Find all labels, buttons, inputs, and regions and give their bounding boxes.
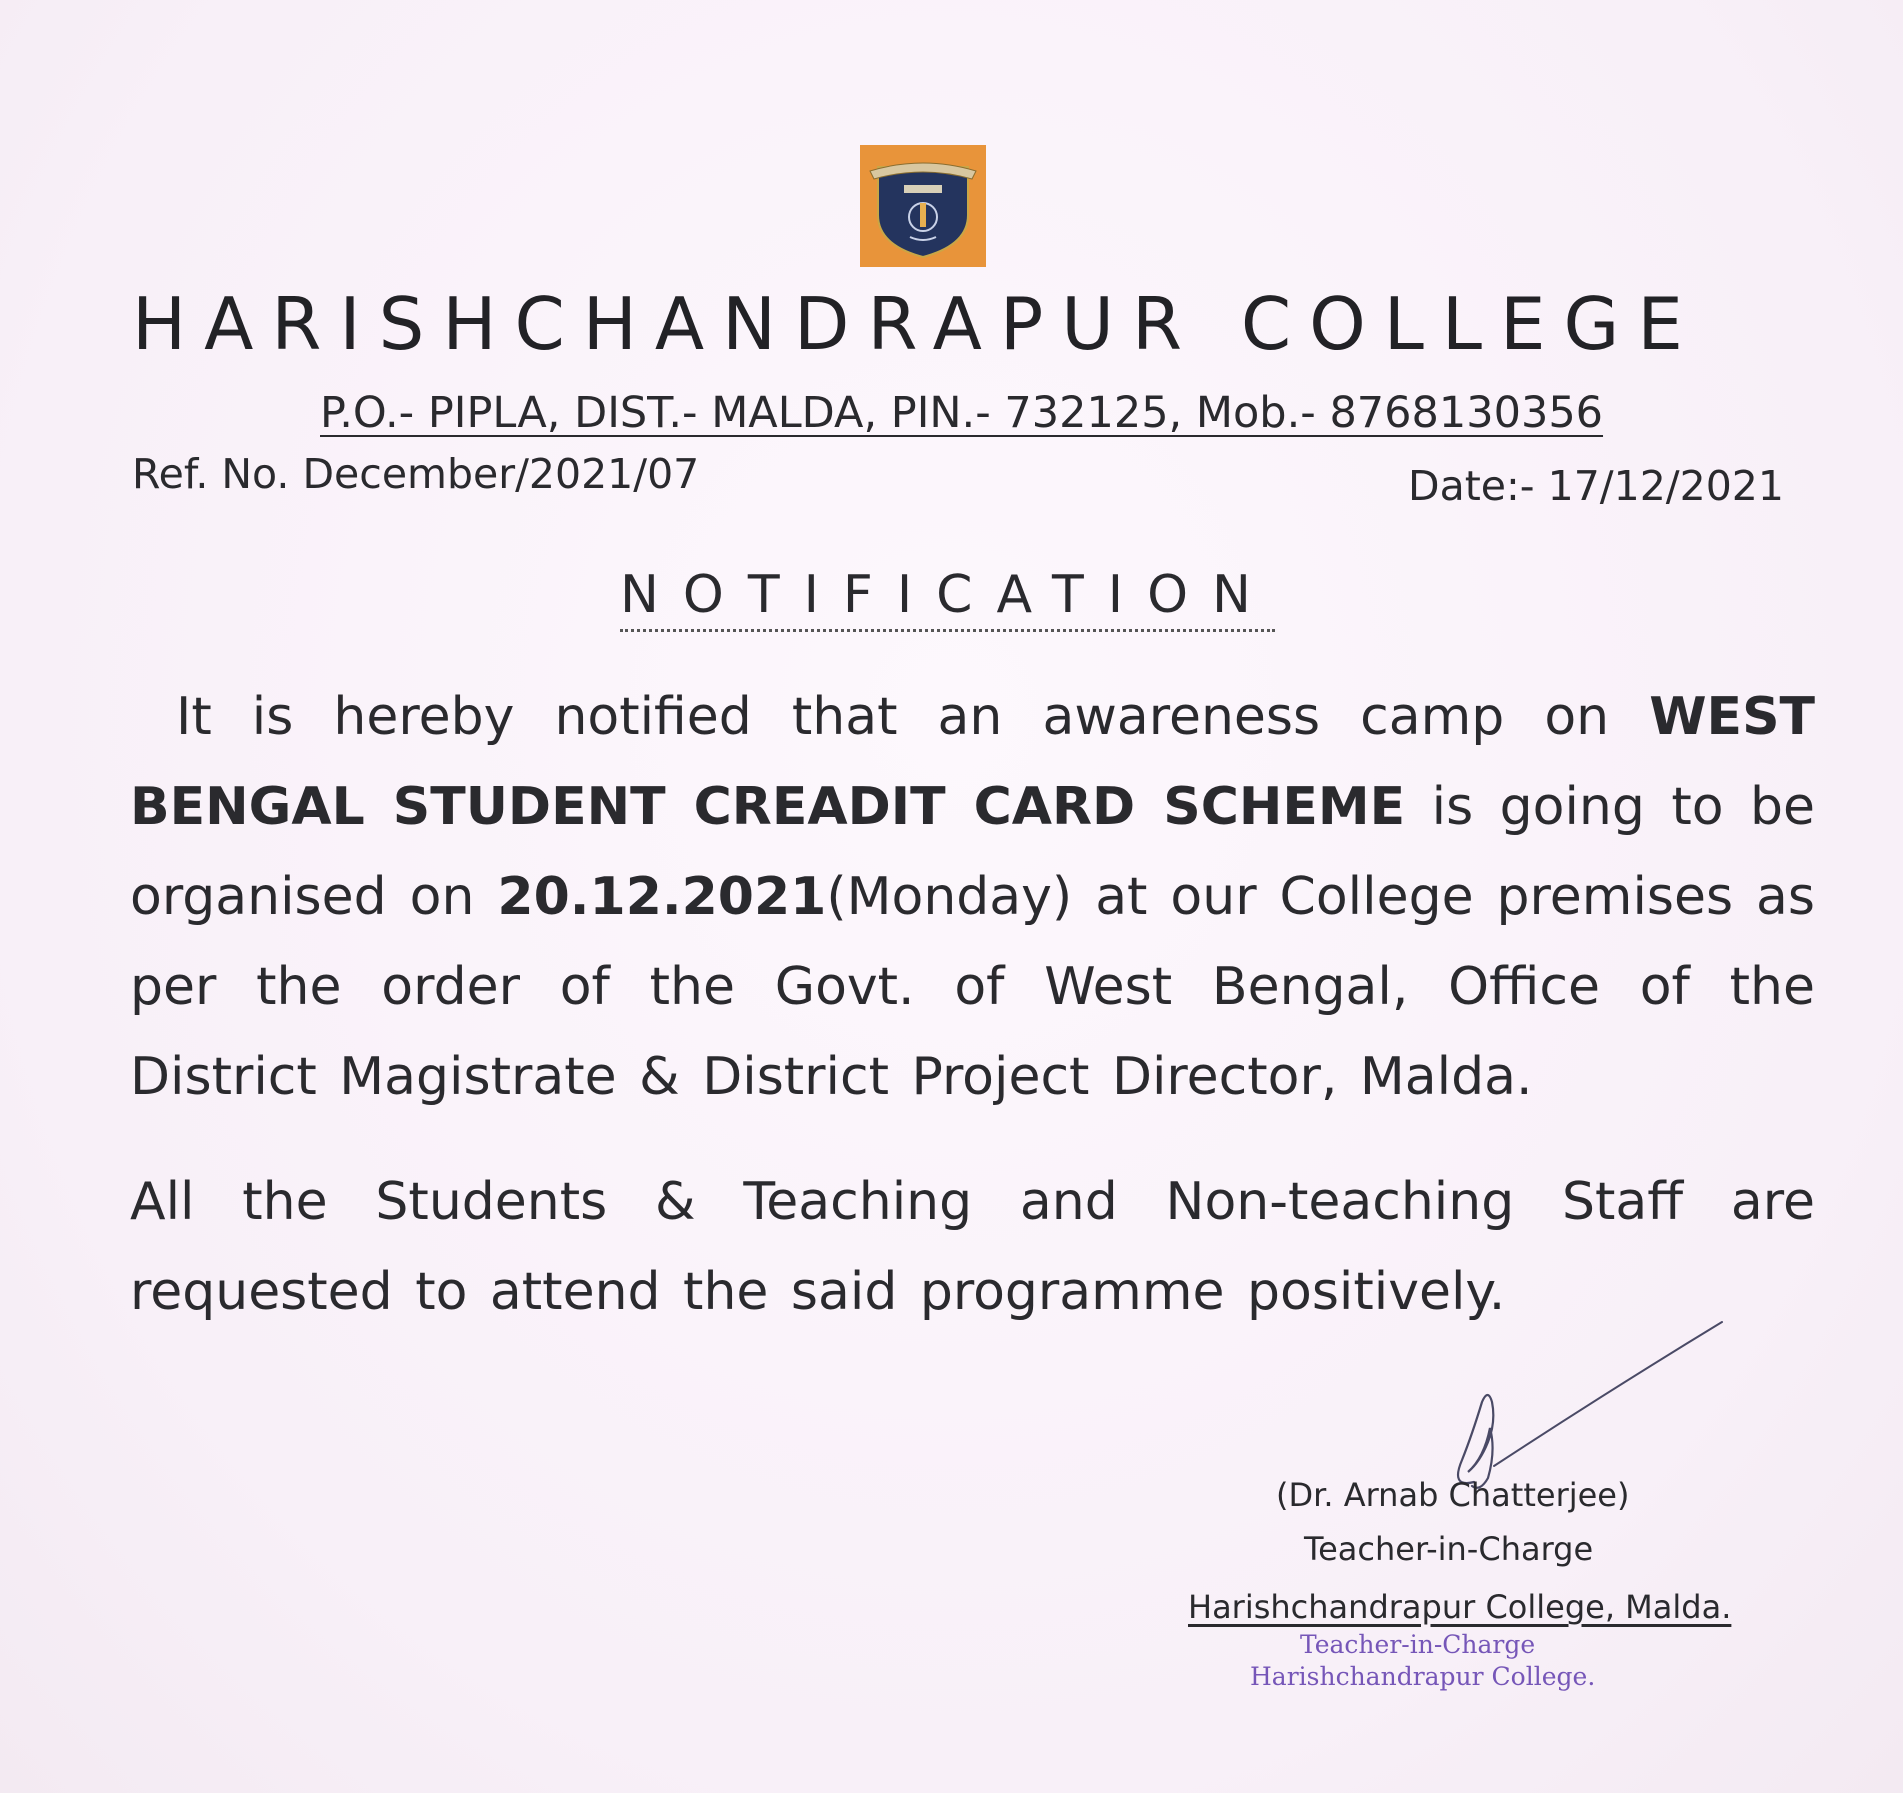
p1-text-1: It is hereby notified that an awareness camp on: [176, 687, 1650, 747]
college-emblem-icon: [860, 145, 986, 267]
notice-paragraph-1: [130, 672, 1815, 1122]
signatory-name: (Dr. Arnab Chatterjee): [1276, 1476, 1630, 1514]
p1-text-2: is going to be organised on: [130, 777, 1815, 927]
signatory-role: Teacher-in-Charge: [1304, 1530, 1594, 1568]
p1-event-date: 20.12.2021: [497, 867, 827, 927]
p1-scheme-name: WEST BENGAL STUDENT CREADIT CARD SCHEME: [130, 687, 1815, 837]
notice-date: Date:- 17/12/2021: [1408, 462, 1784, 510]
signatory-institution: Harishchandrapur College, Malda.: [1188, 1588, 1732, 1626]
stamp-line-1: Teacher-in-Charge: [1300, 1630, 1536, 1659]
college-name: HARISHCHANDRAPUR COLLEGE: [132, 282, 1701, 366]
reference-number: Ref. No. December/2021/07: [132, 450, 700, 498]
p1-text-3: (Monday) at our College premises as per the order of the Govt. of West Bengal, Office of the District Magistrate & District Project Director, Malda.: [130, 867, 1816, 1107]
college-address: P.O.- PIPLA, DIST.- MALDA, PIN.- 732125, Mob.- 8768130356: [320, 388, 1604, 438]
notice-title: NOTIFICATION: [620, 565, 1275, 632]
notice-paragraph-2: All the Students & Teaching and Non-teaching Staff are requested to attend the said programme positively.: [130, 1172, 1815, 1322]
handwritten-signature: [1410, 1310, 1740, 1500]
stamp-line-2: Harishchandrapur College.: [1250, 1662, 1596, 1691]
